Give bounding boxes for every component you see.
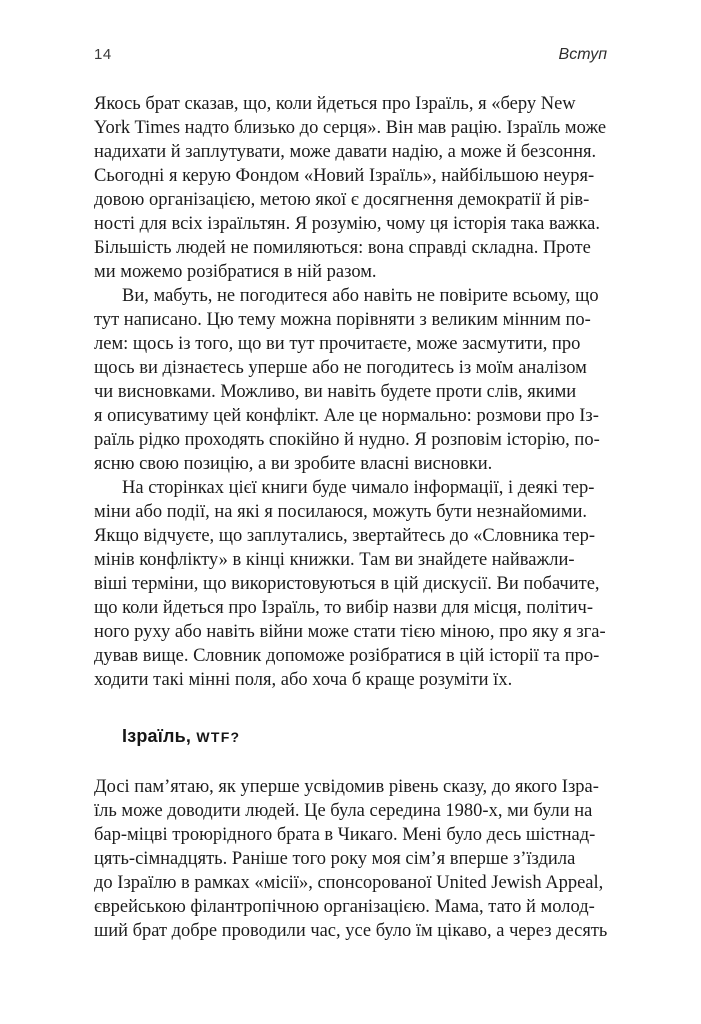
section-heading-text: Ізраїль,: [122, 726, 197, 746]
paragraph: [94, 775, 607, 943]
text-line: дував вище. Словник допоможе розібратися в цій історії та про-: [94, 646, 600, 666]
text-line: Сьогодні я керую Фондом «Новий Ізраїль», найбільшою неуря-: [94, 166, 595, 186]
text-line: лем: щось із того, що ви тут прочитаєте, може засмутити, про: [94, 334, 581, 354]
text-line: єврейською філантропічною організацією. Мама, тато й молод-: [94, 897, 595, 917]
text-line: їль може доводити людей. Це була середина 1980-х, ми були на: [94, 801, 593, 821]
text-line: мінів конфлікту» в кінці книжки. Там ви знайдете найважли-: [94, 550, 575, 570]
text-line: щось ви дізнаєтесь уперше або не погодитесь із моїм аналізом: [94, 358, 587, 378]
text-line: ми можемо розібратися в ній разом.: [94, 262, 377, 282]
text-line: Якщо відчуєте, що заплутались, звертайтесь до «Словника тер-: [94, 526, 596, 546]
text-line: я описуватиму цей конфлікт. Але це нормально: розмови про Із-: [94, 406, 599, 426]
text-line: до Ізраїлю в рамках «місії», спонсорованої United Jewish Appeal,: [94, 873, 604, 893]
text-line: що коли йдеться про Ізраїль, то вибір назви для місця, політич-: [94, 598, 594, 618]
paragraph: [94, 92, 607, 284]
running-title: Вступ: [558, 46, 607, 63]
text-line: бар-міцві троюрідного брата в Чикаго. Мені було десь шістнад-: [94, 825, 596, 845]
paragraph: [94, 284, 607, 476]
text-line: York Times надто близько до серця». Він мав рацію. Ізраїль може: [94, 118, 607, 138]
page-number: 14: [94, 46, 112, 63]
text-line: Ви, мабуть, не погодитеся або навіть не повірите всьому, що: [122, 286, 599, 306]
text-line: ності для всіх ізраїльтян. Я розумію, чому ця історія така важка.: [94, 214, 601, 234]
text-line: тут написано. Цю тему можна порівняти з великим мінним по-: [94, 310, 591, 330]
text-line: Якось брат сказав, що, коли йдеться про Ізраїль, я «беру New: [94, 94, 576, 114]
text-line: міни або події, на які я посилаюся, можуть бути незнайомими.: [94, 502, 588, 522]
text-line: ходити такі мінні поля, або хоча б краще розуміти їх.: [94, 670, 513, 690]
text-line: надихати й заплутувати, може давати надію, а може й безсоння.: [94, 142, 597, 162]
page-header: [94, 46, 607, 64]
text-line: віші терміни, що використовуються в цій дискусії. Ви побачите,: [94, 574, 600, 594]
text-line: цять-сімнадцять. Раніше того року моя сім’я вперше з’їздила: [94, 849, 576, 869]
text-line: На сторінках цієї книги буде чимало інформації, і деякі тер-: [122, 478, 595, 498]
section-heading-acronym: WTF?: [196, 729, 241, 745]
text-line: ного руху або навіть війни може стати тією міною, про яку я зга-: [94, 622, 606, 642]
text-line: раїль рідко проходять спокійно й нудно. Я розповім історію, по-: [94, 430, 600, 450]
text-line: чи висновками. Можливо, ви навіть будете проти слів, якими: [94, 382, 577, 402]
text-line: ясню свою позицію, а ви зробите власні висновки.: [94, 454, 493, 474]
text-line: ший брат добре проводили час, усе було їм цікаво, а через десять: [94, 921, 608, 941]
text-line: Більшість людей не помиляються: вона справді складна. Проте: [94, 238, 591, 258]
paragraph: [94, 476, 607, 692]
text-line: Досі пам’ятаю, як уперше усвідомив рівень сказу, до якого Ізра-: [94, 777, 599, 797]
section-heading: [122, 725, 607, 748]
text-line: довою організацією, метою якої є досягнення демократії й рів-: [94, 190, 590, 210]
text-block: [94, 92, 607, 943]
